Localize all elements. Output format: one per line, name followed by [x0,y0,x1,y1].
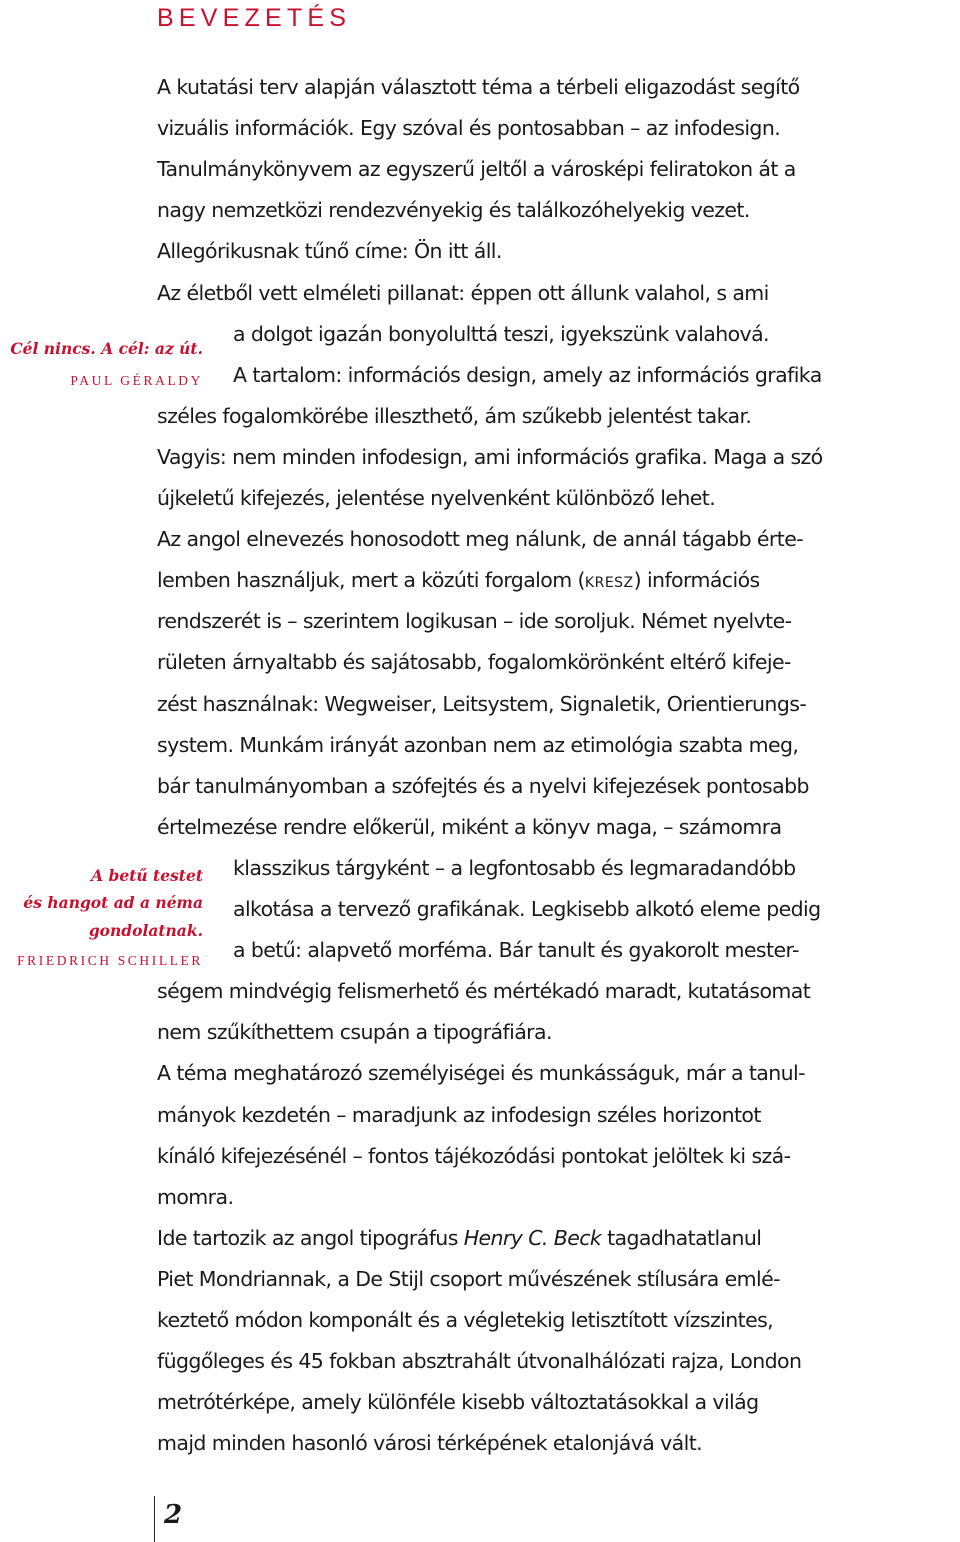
quote-schiller-author: FRIEDRICH SCHILLER [17,953,203,968]
text-line: zést használnak: Wegweiser, Leitsystem, Signaletik, Orientierungs- [157,691,807,716]
text-line: system. Munkám irányát azonban nem az etimológia szabta meg, [157,732,799,757]
text-line: rendszerét is – szerintem logikusan – ide soroljuk. Német nyelvte- [157,609,792,634]
text-line: A téma meghatározó személyiségei és munkásságuk, már a tanul- [157,1061,805,1086]
page-number: 2 [164,1500,183,1530]
text-line: széles fogalomkörébe illeszthető, ám szűkebb jelentést takar. [157,403,752,428]
text-line: metrótérképe, amely különféle kisebb változtatásokkal a világ [157,1390,759,1415]
text-line: újkeletű kifejezés, jelentése nyelvenként különböző lehet. [157,486,716,510]
text-segment: tagadhatatlanul [601,1225,762,1250]
text-line: függőleges és 45 fokban absztrahált útvonalhálózati rajza, London [157,1349,802,1374]
text-segment: Ide tartozik az angol tipográfus [157,1225,464,1250]
text-line: rületen árnyaltabb és sajátosabb, fogalomkörönként eltérő kifeje- [157,650,791,675]
person-name-italic: Henry C. Beck [463,1225,602,1250]
text-segment: ) információs [633,568,760,593]
text-line: mányok kezdetén – maradjunk az infodesign széles horizontot [157,1102,761,1127]
quote-geraldy-author: PAUL GÉRALDY [70,373,203,388]
text-line: a dolgot igazán bonyolulttá teszi, igyekszünk valahová. [233,321,769,346]
text-segment: lemben használjuk, mert a közúti forgalom ( [157,568,585,593]
quote-geraldy-text: Cél nincs. A cél: az út. [10,339,203,358]
abbreviation-smallcaps: kresz [584,568,634,593]
text-line: A kutatási terv alapján választott téma a térbeli eligazodást segítő [157,75,800,99]
text-line: ségem mindvégig felismerhető és mértékadó maradt, kutatásomat [157,979,811,1004]
text-line: klasszikus tárgyként – a legfontosabb és legmaradandóbb [233,855,796,880]
text-line: momra. [157,1184,234,1209]
text-line: majd minden hasonló városi térképének etalonjává vált. [157,1431,703,1456]
text-line: Az életből vett elméleti pillanat: éppen ott állunk valahol, s ami [157,280,769,305]
text-line: Tanulmánykönyvem az egyszerű jeltől a városképi feliratokon át a [157,157,796,182]
section-heading: BEVEZETÉS [157,4,352,32]
text-line: vizuális információk. Egy szóval és pontosabban – az infodesign. [157,116,781,141]
text-line: értelmezése rendre előkerül, miként a könyv maga, – számomra [157,814,782,839]
text-line: nem szűkíthettem csupán a tipográfiára. [157,1020,552,1045]
text-line [157,1224,761,1252]
text-line: a betű: alapvető morféma. Bár tanult és gyakorolt mester- [233,938,799,963]
quote-schiller-line-1: A betű testet [91,866,203,885]
text-line: A tartalom: információs design, amely az információs grafika [233,362,822,387]
text-line [157,566,760,594]
text-line: Az angol elnevezés honosodott meg nálunk, de annál tágabb érte- [157,527,804,552]
quote-schiller-line-3: gondolatnak. [88,921,203,940]
text-line: keztető módon komponált és a végletekig letisztított vízszintes, [157,1308,774,1332]
quote-schiller-line-2: és hangot ad a néma [23,893,203,912]
text-line: kínáló kifejezésénél – fontos tájékozódási pontokat jelöltek ki szá- [157,1143,791,1168]
text-line: Piet Mondriannak, a De Stijl csoport művészének stílusára emlé- [157,1266,780,1291]
text-line: Allegórikusnak tűnő címe: Ön itt áll. [157,239,502,264]
page-number-rule [154,1496,155,1542]
text-line: alkotása a tervező grafikának. Legkisebb alkotó eleme pedig [233,897,821,921]
text-line: Vagyis: nem minden infodesign, ami információs grafika. Maga a szó [157,444,823,469]
text-line: nagy nemzetközi rendezvényekig és találkozóhelyekig vezet. [157,198,750,223]
text-line: bár tanulmányomban a szófejtés és a nyelvi kifejezések pontosabb [157,773,809,798]
